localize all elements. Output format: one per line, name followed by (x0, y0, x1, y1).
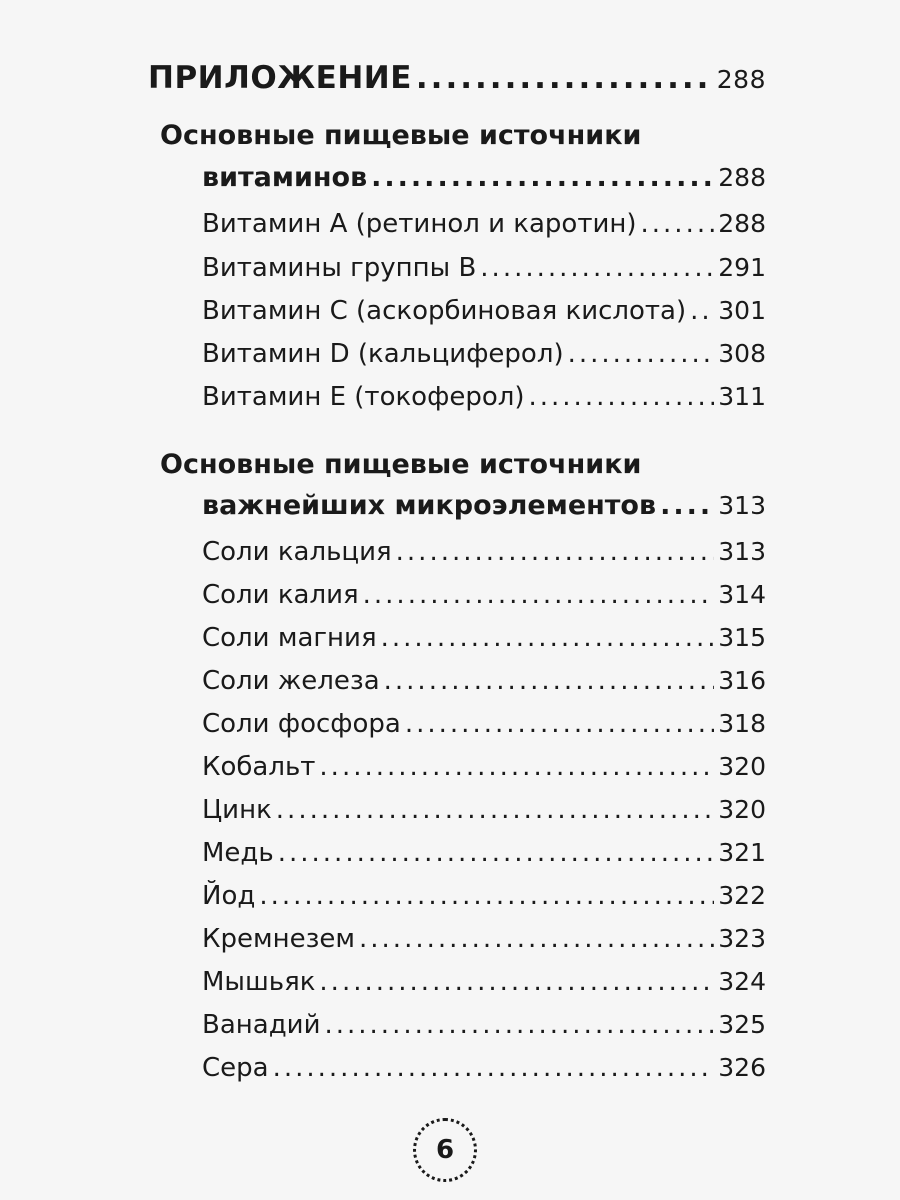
dot-leader (276, 795, 714, 825)
toc-entry[interactable] (202, 623, 766, 653)
toc-entry[interactable] (202, 924, 766, 954)
toc-entry-appendix[interactable] (148, 60, 766, 96)
toc-entry-page: 291 (718, 253, 766, 282)
toc-entry[interactable] (202, 253, 766, 283)
toc-entry-page: 318 (718, 709, 766, 738)
dot-leader (568, 339, 715, 369)
dot-leader (529, 382, 715, 412)
section-heading-line: Основные пищевые источники (160, 120, 642, 151)
toc-entry[interactable] (202, 580, 766, 610)
toc-entry-page: 320 (718, 795, 766, 824)
toc-entry-page: 325 (718, 1010, 766, 1039)
toc-entry-label: Соли магния (202, 623, 377, 653)
toc-entry-label: Витамины группы В (202, 253, 477, 283)
dot-leader (405, 709, 714, 739)
toc-entry-page: 288 (718, 209, 766, 238)
dot-leader (278, 838, 715, 868)
toc-entry[interactable] (202, 752, 766, 782)
dot-leader (641, 209, 715, 239)
toc-entry[interactable] (202, 666, 766, 696)
page-number-badge (413, 1118, 477, 1182)
toc-entry-page: 324 (718, 967, 766, 996)
toc-entry-page: 313 (718, 537, 766, 566)
toc-entry-page: 326 (718, 1053, 766, 1082)
toc-entry-label: Цинк (202, 795, 272, 825)
section-heading-line: Основные пищевые источники (160, 449, 642, 480)
toc-entry-label: Соли кальция (202, 537, 392, 567)
toc-entry-page: 316 (718, 666, 766, 695)
dot-leader (371, 162, 714, 193)
toc-entry-label: Соли калия (202, 580, 359, 610)
toc-entry-label: ПРИЛОЖЕНИЕ (148, 60, 412, 96)
toc-entry-label: Кремнезем (202, 924, 356, 954)
dot-leader (416, 60, 713, 96)
toc-entry-label: Витамин А (ретинол и каротин) (202, 209, 637, 239)
toc-entry-label: Витамин С (аскорбиновая кислота) (202, 296, 687, 326)
dot-leader (363, 580, 715, 610)
section-heading-minerals (160, 449, 641, 480)
dot-leader (319, 967, 714, 997)
toc-entry-page: 288 (718, 163, 766, 192)
toc-entry[interactable] (202, 881, 766, 911)
dot-leader (480, 253, 714, 283)
toc-entry-page: 314 (718, 580, 766, 609)
toc-entry-label: Соли фосфора (202, 709, 401, 739)
toc-entry-label: Витамин Е (токоферол) (202, 382, 525, 412)
dot-leader (319, 752, 714, 782)
toc-entry-label: Соли железа (202, 666, 380, 696)
dot-leader (381, 623, 715, 653)
toc-entry[interactable] (202, 967, 766, 997)
page-number: 6 (435, 1135, 455, 1165)
toc-entry[interactable] (202, 709, 766, 739)
toc-entry[interactable] (202, 537, 766, 567)
toc-entry-page: 315 (718, 623, 766, 652)
toc-entry-label: Мышьяк (202, 967, 316, 997)
toc-entry[interactable] (202, 382, 766, 412)
toc-entry-label: Ванадий (202, 1010, 321, 1040)
toc-entry-label: Йод (202, 881, 256, 911)
toc-entry-page: 323 (718, 924, 766, 953)
toc-entry-vitamins[interactable] (202, 162, 766, 193)
dot-leader (660, 490, 714, 521)
toc-entry-label: Витамин D (кальциферол) (202, 339, 564, 369)
dot-leader (396, 537, 715, 567)
toc-entry[interactable] (202, 795, 766, 825)
toc-entry-page: 321 (718, 838, 766, 867)
toc-entry-page: 320 (718, 752, 766, 781)
dot-leader (690, 296, 714, 326)
toc-entry-page: 301 (718, 296, 766, 325)
toc-entry-label: Медь (202, 838, 274, 868)
toc-entry[interactable] (202, 209, 766, 239)
toc-entry-label: витаминов (202, 162, 368, 193)
dot-leader (324, 1010, 714, 1040)
toc-entry[interactable] (202, 838, 766, 868)
toc-entry-page: 311 (718, 382, 766, 411)
toc-entry[interactable] (202, 296, 766, 326)
toc-entry-label: важнейших микроэлементов (202, 490, 657, 521)
toc-entry-minerals[interactable] (202, 490, 766, 521)
toc-entry[interactable] (202, 1010, 766, 1040)
toc-entry-page: 308 (718, 339, 766, 368)
toc-entry[interactable] (202, 1053, 766, 1083)
dot-leader (384, 666, 715, 696)
dot-leader (259, 881, 714, 911)
section-heading-vitamins (160, 120, 641, 151)
toc-entry-page: 322 (718, 881, 766, 910)
toc-entry-page: 288 (716, 65, 766, 94)
toc-entry-page: 313 (718, 491, 766, 520)
toc-entry-label: Кобальт (202, 752, 316, 782)
toc-entry-label: Сера (202, 1053, 269, 1083)
toc-entry[interactable] (202, 339, 766, 369)
dot-leader (359, 924, 714, 954)
dot-leader (273, 1053, 715, 1083)
